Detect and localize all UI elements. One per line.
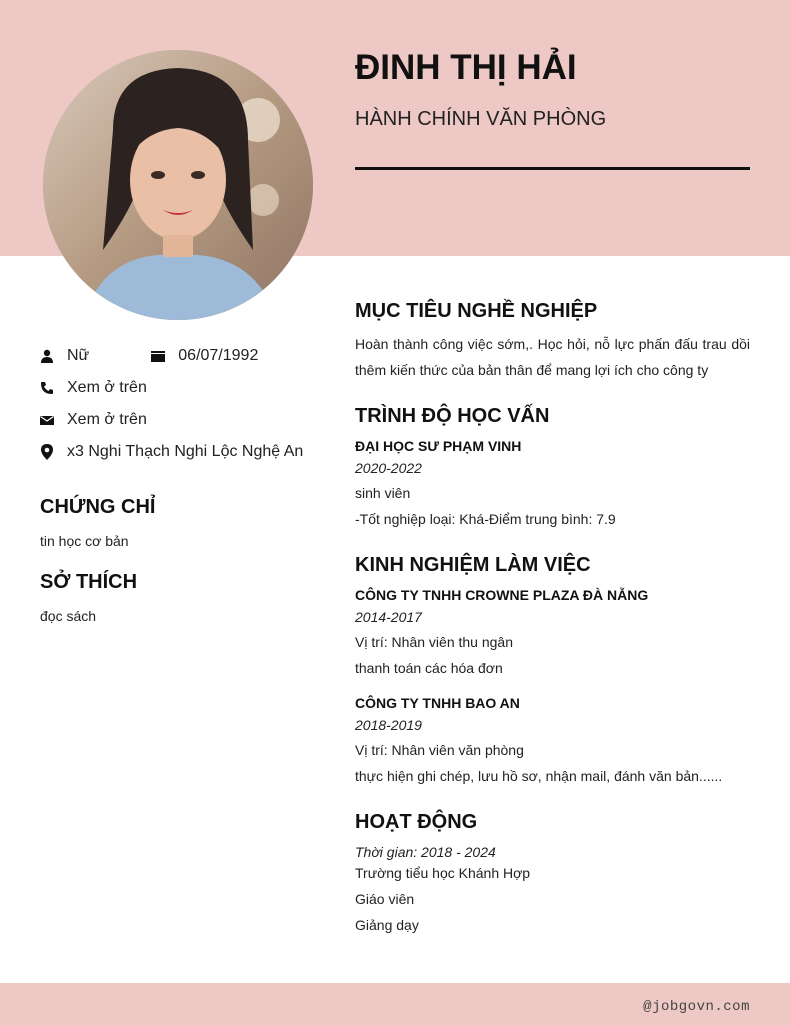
location-pin-icon bbox=[40, 445, 54, 459]
phone-icon bbox=[40, 381, 54, 395]
activities-heading: HOẠT ĐỘNG bbox=[355, 811, 478, 833]
education-line: -Tốt nghiệp loại: Khá-Điểm trung bình: 7.9 bbox=[355, 511, 616, 527]
header-divider bbox=[355, 167, 750, 170]
activities-task: Giảng dạy bbox=[355, 917, 419, 933]
certificates-text: tin học cơ bản bbox=[40, 533, 129, 549]
avatar bbox=[43, 50, 313, 320]
mail-icon bbox=[40, 413, 54, 427]
info-row-phone bbox=[40, 372, 330, 404]
job-description: thực hiện ghi chép, lưu hồ sơ, nhận mail, đánh văn bản...... bbox=[355, 768, 723, 784]
activities-place: Trường tiểu học Khánh Hợp bbox=[355, 865, 531, 881]
activities-role: Giáo viên bbox=[355, 891, 415, 907]
job-period: 2018-2019 bbox=[355, 717, 422, 733]
info-row-address bbox=[40, 436, 330, 468]
job-title: HÀNH CHÍNH VĂN PHÒNG bbox=[355, 108, 607, 130]
candidate-name: ĐINH THỊ HẢI bbox=[355, 48, 577, 87]
job-entry bbox=[355, 695, 750, 789]
activities-period: Thời gian: 2018 - 2024 bbox=[355, 844, 496, 860]
right-column bbox=[355, 300, 750, 938]
hobbies-heading: SỞ THÍCH bbox=[40, 571, 138, 593]
address-value: x3 Nghi Thạch Nghi Lộc Nghệ An bbox=[67, 443, 304, 460]
email-value: Xem ở trên bbox=[67, 411, 147, 428]
education-heading: TRÌNH ĐỘ HỌC VẤN bbox=[355, 405, 550, 427]
left-column bbox=[40, 340, 330, 624]
hobbies-text: đọc sách bbox=[40, 608, 97, 624]
info-row-email bbox=[40, 404, 330, 436]
objective-heading: MỤC TIÊU NGHỀ NGHIỆP bbox=[355, 300, 598, 322]
job-company: CÔNG TY TNHH BAO AN bbox=[355, 695, 520, 711]
person-icon bbox=[40, 349, 54, 363]
footer-watermark: @jobgovn.com bbox=[643, 999, 750, 1015]
phone-value: Xem ở trên bbox=[67, 379, 147, 396]
job-entry bbox=[355, 587, 750, 681]
certificates-heading: CHỨNG CHỈ bbox=[40, 496, 156, 518]
objective-text: Hoàn thành công việc sớm,. Học hỏi, nỗ lực phấn đấu trau dồi thêm kiến thức của bản thân để mang lợi ích cho công ty bbox=[355, 336, 750, 378]
dob-value: 06/07/1992 bbox=[178, 347, 259, 364]
calendar-icon bbox=[151, 349, 165, 363]
education-line: sinh viên bbox=[355, 485, 411, 501]
info-row-gender-dob bbox=[40, 340, 330, 372]
job-position: Vị trí: Nhân viên văn phòng bbox=[355, 742, 524, 758]
education-school: ĐẠI HỌC SƯ PHẠM VINH bbox=[355, 438, 522, 454]
job-position: Vị trí: Nhân viên thu ngân bbox=[355, 634, 513, 650]
education-period: 2020-2022 bbox=[355, 460, 422, 476]
job-description: thanh toán các hóa đơn bbox=[355, 660, 503, 676]
job-period: 2014-2017 bbox=[355, 609, 422, 625]
experience-heading: KINH NGHIỆM LÀM VIỆC bbox=[355, 554, 591, 576]
gender-value: Nữ bbox=[67, 347, 90, 364]
job-company: CÔNG TY TNHH CROWNE PLAZA ĐÀ NẴNG bbox=[355, 587, 649, 603]
footer-band bbox=[0, 983, 790, 1026]
